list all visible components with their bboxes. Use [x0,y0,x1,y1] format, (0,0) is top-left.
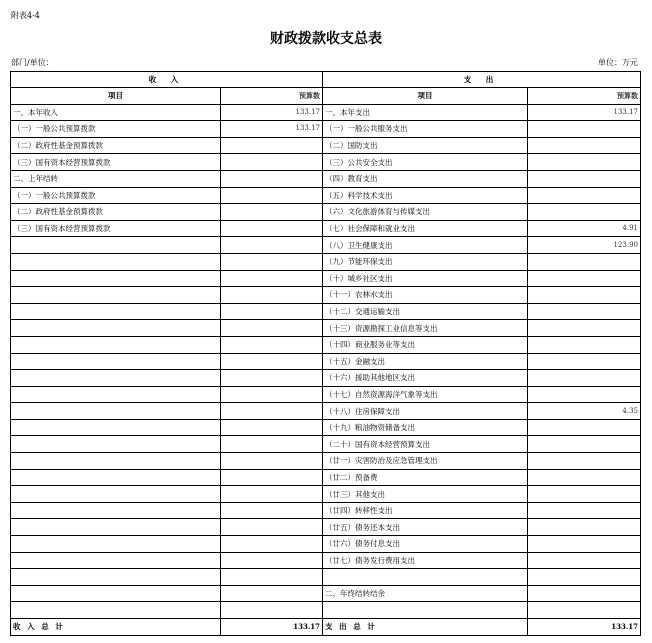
table-row [11,170,641,187]
income-item-cell: 一、本年收入 [11,104,221,121]
table-row [11,287,641,304]
income-item-cell [11,469,221,486]
expense-item-cell: （二）国防支出 [323,137,528,154]
expense-item-cell: （十七）自然资源海洋气象等支出 [323,386,528,403]
table-row [11,121,641,138]
table-row [11,104,641,121]
income-amount-cell [221,137,323,154]
table-row [11,386,641,403]
table-row [11,569,641,586]
income-amount-cell [221,436,323,453]
expense-amount-cell [528,204,641,221]
expense-amount-cell [528,502,641,519]
table-row [11,187,641,204]
expense-total-amount: 133.17 [528,619,641,636]
expense-item-cell: （廿一）灾害防治及应急管理支出 [323,453,528,470]
expense-amount-cell [528,270,641,287]
annex-label: 附表4-4 [11,11,40,20]
income-amount-cell [221,303,323,320]
expense-item-cell: （十三）资源勘探工业信息等支出 [323,320,528,337]
expense-amount-cell [528,602,641,619]
income-item-cell: （二）政府性基金预算拨款 [11,204,221,221]
expense-amount-cell: 4.91 [528,220,641,237]
income-amount-cell [221,336,323,353]
expense-item-header: 项目 [323,88,528,105]
income-budget-header: 预算数 [221,88,323,105]
expense-item-cell: （一）一般公共服务支出 [323,121,528,138]
income-amount-cell [221,154,323,171]
table-body [11,104,641,618]
expense-amount-cell [528,552,641,569]
income-item-cell [11,536,221,553]
expense-item-cell: （六）文化旅游体育与传媒支出 [323,204,528,221]
income-item-cell [11,336,221,353]
budget-table [10,71,641,636]
table-row [11,253,641,270]
expense-amount-cell [528,287,641,304]
income-amount-cell [221,453,323,470]
page-title: 财政拨款收支总表 [270,31,382,47]
income-item-cell [11,502,221,519]
expense-amount-cell [528,121,641,138]
column-header-row [11,88,641,105]
expense-amount-cell [528,187,641,204]
expense-item-cell: （十）城乡社区支出 [323,270,528,287]
income-item-cell [11,519,221,536]
unit-label: 单位：万元 [598,58,638,67]
income-item-cell [11,270,221,287]
table-row [11,270,641,287]
expense-item-cell: （五）科学技术支出 [323,187,528,204]
income-amount-cell [221,187,323,204]
table-row [11,336,641,353]
expense-amount-cell [528,336,641,353]
table-row [11,137,641,154]
expense-amount-cell: 133.17 [528,104,641,121]
expense-amount-cell [528,585,641,602]
section-header-row [11,72,641,88]
income-amount-cell [221,469,323,486]
table-row [11,154,641,171]
income-amount-cell [221,519,323,536]
income-amount-cell [221,569,323,586]
income-amount-cell [221,270,323,287]
expense-amount-cell [528,253,641,270]
income-amount-cell: 133.17 [221,121,323,138]
income-amount-cell [221,403,323,420]
income-item-cell [11,287,221,304]
dept-label: 部门/单位： [11,58,54,67]
table-row [11,436,641,453]
income-amount-cell [221,602,323,619]
income-amount-cell [221,320,323,337]
expense-item-cell: （廿四）转移性支出 [323,502,528,519]
expense-item-cell: （八）卫生健康支出 [323,237,528,254]
expense-item-cell: （二十）国有资本经营预算支出 [323,436,528,453]
expense-amount-cell [528,137,641,154]
income-amount-cell [221,220,323,237]
income-item-cell [11,486,221,503]
expense-section-header: 支 出 [323,72,641,88]
table-row [11,486,641,503]
table-row [11,585,641,602]
expense-item-cell: （十五）金融支出 [323,353,528,370]
expense-item-cell: （廿七）债务发行费用支出 [323,552,528,569]
expense-amount-cell [528,486,641,503]
expense-item-cell: （十九）粮油物资储备支出 [323,419,528,436]
expense-amount-cell [528,353,641,370]
income-item-cell [11,253,221,270]
income-item-cell [11,386,221,403]
expense-total-label: 支 出 总 计 [323,619,528,636]
income-total-amount: 133.17 [221,619,323,636]
expense-item-cell [323,569,528,586]
table-row [11,237,641,254]
income-item-cell [11,436,221,453]
expense-item-cell: （廿三）其他支出 [323,486,528,503]
table-row [11,320,641,337]
income-item-header: 项目 [11,88,221,105]
table-row [11,204,641,221]
income-item-cell [11,303,221,320]
table-row [11,303,641,320]
income-amount-cell [221,419,323,436]
income-amount-cell [221,502,323,519]
expense-amount-cell: 123.90 [528,237,641,254]
expense-amount-cell [528,569,641,586]
expense-amount-cell [528,320,641,337]
income-item-cell: （一）一般公共预算拨款 [11,121,221,138]
expense-item-cell: （四）教育支出 [323,170,528,187]
income-amount-cell [221,370,323,387]
expense-budget-header: 预算数 [528,88,641,105]
expense-amount-cell [528,436,641,453]
table-row [11,469,641,486]
income-amount-cell [221,486,323,503]
income-amount-cell [221,287,323,304]
expense-amount-cell [528,370,641,387]
income-amount-cell [221,552,323,569]
income-item-cell [11,237,221,254]
expense-item-cell: （十六）援助其他地区支出 [323,370,528,387]
expense-amount-cell [528,170,641,187]
income-item-cell [11,585,221,602]
income-amount-cell [221,585,323,602]
table-row [11,353,641,370]
table-row [11,536,641,553]
table-row [11,419,641,436]
income-amount-cell [221,353,323,370]
income-amount-cell: 133.17 [221,104,323,121]
expense-item-cell: （七）社会保障和就业支出 [323,220,528,237]
income-item-cell [11,353,221,370]
income-item-cell: （二）政府性基金预算拨款 [11,137,221,154]
expense-item-cell [323,602,528,619]
income-item-cell [11,370,221,387]
income-item-cell [11,403,221,420]
table-row [11,220,641,237]
expense-item-cell: （十二）交通运输支出 [323,303,528,320]
income-item-cell: （三）国有资本经营预算拨款 [11,220,221,237]
income-item-cell [11,453,221,470]
expense-amount-cell [528,386,641,403]
expense-amount-cell [528,419,641,436]
income-item-cell: （三）国有资本经营预算拨款 [11,154,221,171]
income-amount-cell [221,204,323,221]
expense-item-cell: 二、年终结转结余 [323,585,528,602]
income-item-cell: （一）一般公共预算拨款 [11,187,221,204]
table-row [11,552,641,569]
expense-item-cell: （十一）农林水支出 [323,287,528,304]
income-item-cell [11,569,221,586]
income-amount-cell [221,237,323,254]
income-total-label: 收 入 总 计 [11,619,221,636]
table-row [11,519,641,536]
expense-amount-cell [528,536,641,553]
table-row [11,453,641,470]
income-amount-cell [221,386,323,403]
expense-item-cell: （九）节能环保支出 [323,253,528,270]
total-row [11,619,641,636]
expense-amount-cell [528,519,641,536]
expense-item-cell: （廿五）债务还本支出 [323,519,528,536]
income-item-cell: 二、上年结转 [11,170,221,187]
table-row [11,403,641,420]
income-amount-cell [221,253,323,270]
income-section-header: 收 入 [11,72,323,88]
expense-item-cell: （三）公共安全支出 [323,154,528,171]
table-row [11,502,641,519]
income-amount-cell [221,170,323,187]
income-item-cell [11,602,221,619]
expense-item-cell: 一、本年支出 [323,104,528,121]
expense-item-cell: （廿二）预备费 [323,469,528,486]
table-row [11,370,641,387]
income-item-cell [11,419,221,436]
table-row [11,602,641,619]
expense-amount-cell [528,303,641,320]
expense-amount-cell [528,469,641,486]
expense-amount-cell [528,453,641,470]
expense-amount-cell [528,154,641,171]
expense-item-cell: （十四）商业服务业等支出 [323,336,528,353]
income-item-cell [11,552,221,569]
expense-amount-cell: 4.35 [528,403,641,420]
expense-item-cell: （十八）住房保障支出 [323,403,528,420]
expense-item-cell: （廿六）债务付息支出 [323,536,528,553]
income-amount-cell [221,536,323,553]
income-item-cell [11,320,221,337]
